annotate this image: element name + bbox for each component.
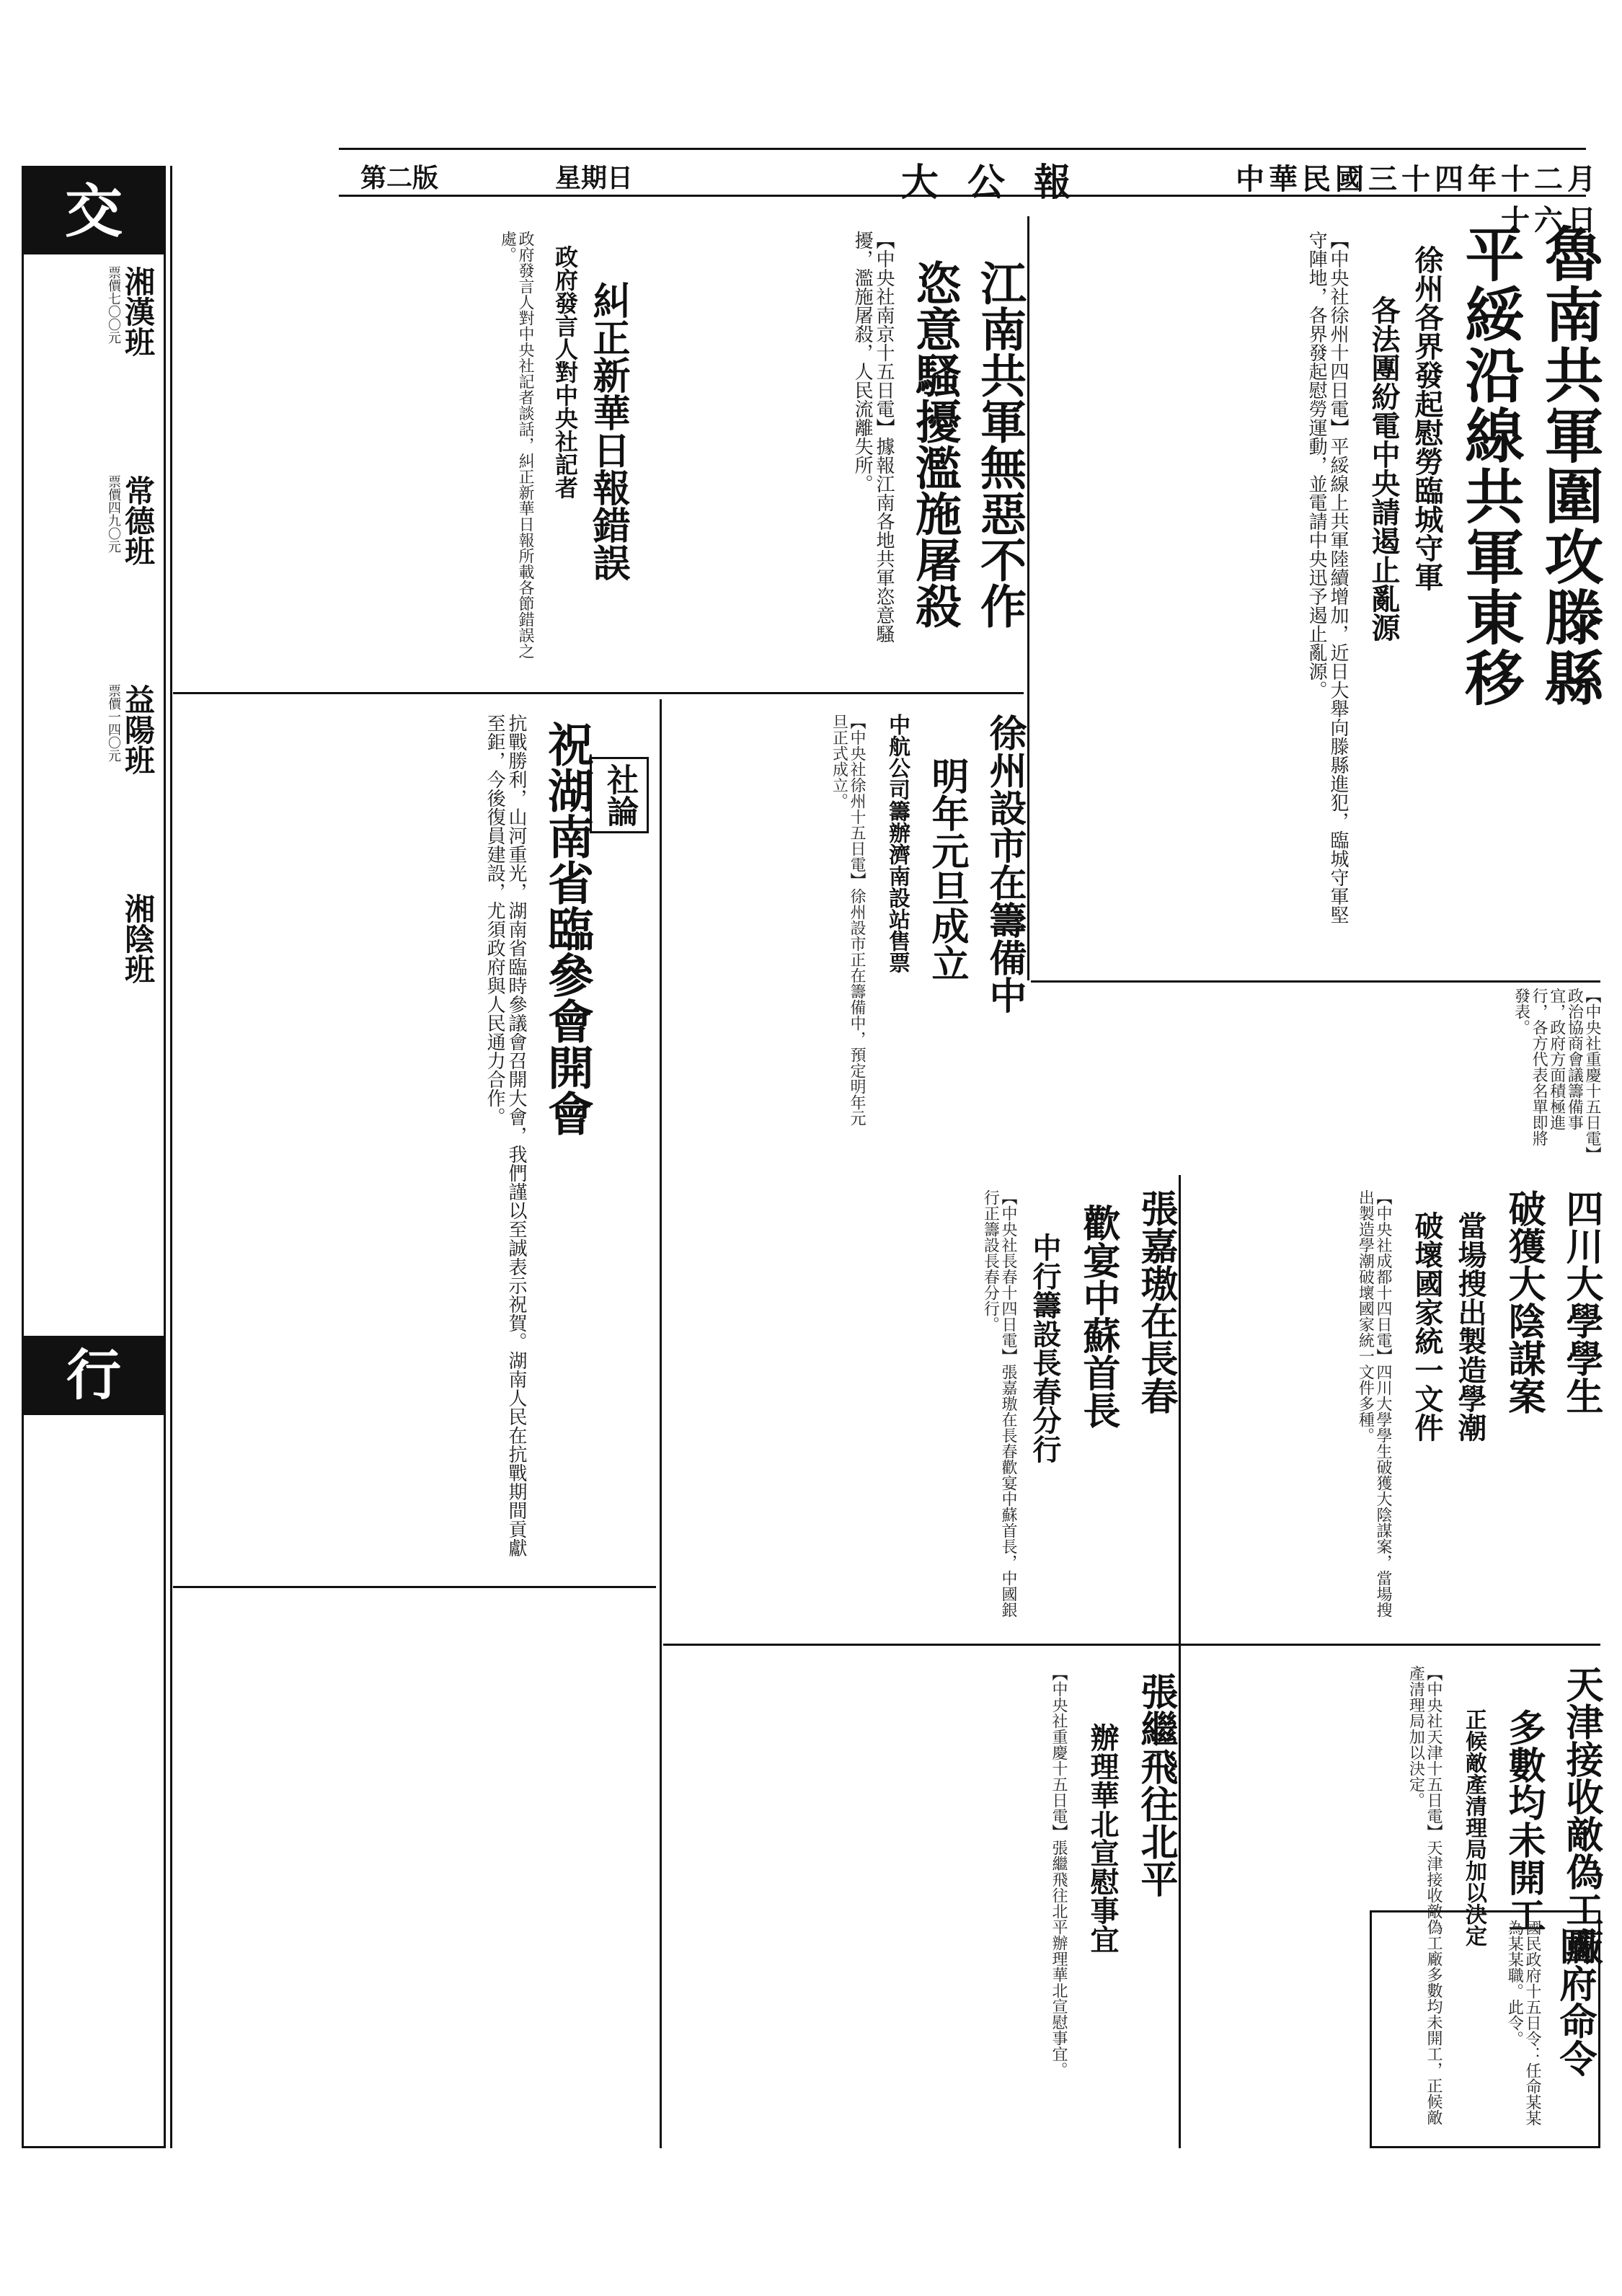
divider bbox=[1031, 980, 1600, 983]
ads-section-2: 行 bbox=[24, 1336, 164, 1415]
zhang-headline-2: 歡宴中蘇首長 bbox=[1076, 1204, 1120, 1429]
editorial-tag: 社論 bbox=[590, 757, 649, 833]
page-number: 第二版 bbox=[360, 163, 439, 193]
correction-body: 政府發言人對中央社記者談話，糾正新華日報所載各節錯誤之處。 bbox=[498, 231, 534, 659]
jiangnan-story bbox=[634, 216, 1027, 678]
zhang-headline-1: 張嘉璈在長春 bbox=[1134, 1189, 1178, 1414]
column-rule bbox=[1027, 216, 1029, 980]
zhang-jifei-body: 【中央社重慶十五日電】張繼飛往北平辦理華北宣慰事宜。 bbox=[1050, 1665, 1068, 2078]
sichuan-sub-1: 當場搜出製造學潮 bbox=[1453, 1211, 1487, 1442]
ad-route-name: 湘漢班 bbox=[120, 266, 156, 357]
xuzhou-body: 【中央社徐州十五日電】徐州設市正在籌備中，預定明年元旦正式成立。 bbox=[830, 714, 866, 1126]
date-line: 中華民國三十四年十二月十六日 bbox=[1236, 162, 1600, 237]
weekday: 星期日 bbox=[555, 163, 634, 193]
editorial-body: 抗戰勝利，山河重光，湖南省臨時參議會召開大會，我們謹以至誠表示祝賀。湖南人民在抗戰期間貢獻至鉅，今後復員建設，尤須政府與人民通力合作。 bbox=[484, 714, 527, 1557]
lead-headline-2: 平綏沿線共軍東移 bbox=[1455, 223, 1525, 708]
decree-headline: 國府命令 bbox=[1553, 1927, 1597, 2077]
column-rule bbox=[1179, 1175, 1181, 2148]
sichuan-story bbox=[1182, 1175, 1603, 1636]
sichuan-sub-2: 破壞國家統一文件 bbox=[1410, 1211, 1444, 1442]
masthead bbox=[339, 141, 1600, 237]
paper-name: 大公報 bbox=[901, 161, 1101, 205]
zhang-jifei-headline-2: 辦理華北宣慰事宜 bbox=[1086, 1723, 1120, 1954]
sichuan-headline-2: 破獲大陰謀案 bbox=[1502, 1189, 1546, 1414]
xuzhou-story bbox=[663, 699, 1027, 1153]
editorial bbox=[173, 699, 656, 1579]
zhang-body: 【中央社長春十四日電】張嘉璈在長春歡宴中蘇首長，中國銀行正籌設長春分行。 bbox=[981, 1189, 1017, 1618]
ad-route-name: 常德班 bbox=[120, 475, 156, 566]
right-body: 【中央社重慶十五日電】政治協商會議籌備事宜，政府方面積極進行，各方代表名單即將發表。 bbox=[1512, 988, 1601, 1154]
jiangnan-headline-1: 江南共軍無惡不作 bbox=[972, 260, 1027, 629]
ad-route-name: 湘陰班 bbox=[120, 893, 156, 984]
decree-box bbox=[1370, 1910, 1600, 2148]
lead-story bbox=[1031, 216, 1604, 973]
divider bbox=[173, 692, 1024, 694]
xuzhou-sub: 中航公司籌辦濟南設站售票 bbox=[885, 714, 910, 973]
ad-route-name: 益陽班 bbox=[120, 684, 156, 775]
zhang-story bbox=[779, 1175, 1178, 1636]
column-rule bbox=[170, 166, 172, 2148]
ad-row-3 bbox=[24, 680, 164, 882]
right-body-block bbox=[1031, 988, 1600, 1168]
tianjin-headline-1: 天津接收敵偽工廠 bbox=[1559, 1665, 1603, 1965]
xuzhou-headline-2: 明年元旦成立 bbox=[925, 757, 969, 982]
zhang-jifei-headline-1: 張繼飛往北平 bbox=[1134, 1672, 1178, 1897]
editorial-headline: 祝湖南省臨參會開會 bbox=[540, 721, 594, 1136]
ad-row-4 bbox=[24, 889, 164, 1076]
ads-header: 交 bbox=[24, 168, 164, 254]
correction-story bbox=[346, 216, 630, 678]
sichuan-body: 【中央社成都十四日電】四川大學學生破獲大陰謀案，當場搜出製造學潮破壞國家統一文件多種。 bbox=[1356, 1189, 1392, 1618]
sichuan-headline-1: 四川大學學生 bbox=[1559, 1189, 1603, 1414]
tianjin-headline-2: 多數均未開工 bbox=[1502, 1708, 1546, 1933]
tianjin-body: 【中央社天津十五日電】天津接收敵偽工廠多數均未開工，正候敵產清理局加以決定。 bbox=[1406, 1665, 1442, 2125]
lead-headline-1: 魯南共軍圍攻滕縣 bbox=[1535, 223, 1604, 708]
correction-sub: 政府發言人對中央社記者 bbox=[551, 245, 579, 499]
ad-route-text: 票價七〇〇元 bbox=[106, 266, 121, 344]
divider bbox=[173, 1586, 656, 1588]
jiangnan-body: 【中央社南京十五日電】據報江南各地共軍恣意騷擾，濫施屠殺，人民流離失所。 bbox=[851, 231, 895, 643]
divider bbox=[663, 1644, 1600, 1646]
lead-sub-2: 各法團紛電中央請遏止亂源 bbox=[1367, 296, 1401, 642]
tianjin-sub: 正候敵產清理局加以決定 bbox=[1461, 1708, 1486, 1946]
ad-row-2 bbox=[24, 471, 164, 673]
ad-row-1 bbox=[24, 262, 164, 464]
lead-sub-1: 徐州各界發起慰勞臨城守軍 bbox=[1410, 245, 1444, 591]
xuzhou-headline-1: 徐州設市在籌備中 bbox=[983, 714, 1027, 1014]
decree-body: 國民政府十五日令：任命某某為某某職。此令。 bbox=[1505, 1920, 1541, 2126]
ad-route-text: 票價一四〇元 bbox=[106, 684, 121, 762]
ads-column bbox=[22, 166, 166, 2148]
column-rule bbox=[660, 699, 662, 2148]
zhang-jifei-story bbox=[779, 1651, 1178, 2148]
lead-body: 【中央社徐州十四日電】平綏線上共軍陸續增加，近日大舉向滕縣進犯，臨城守軍堅守陣地，各界發起慰勞運動，並電請中央迅予遏止亂源。 bbox=[1306, 231, 1349, 924]
correction-headline: 糾正新華日報錯誤 bbox=[586, 281, 630, 581]
jiangnan-headline-2: 恣意騷擾濫施屠殺 bbox=[908, 260, 962, 629]
zhang-sub: 中行籌設長春分行 bbox=[1028, 1233, 1062, 1463]
ad-route-text: 票價四九〇元 bbox=[106, 475, 121, 553]
ads-rows bbox=[24, 262, 164, 1083]
